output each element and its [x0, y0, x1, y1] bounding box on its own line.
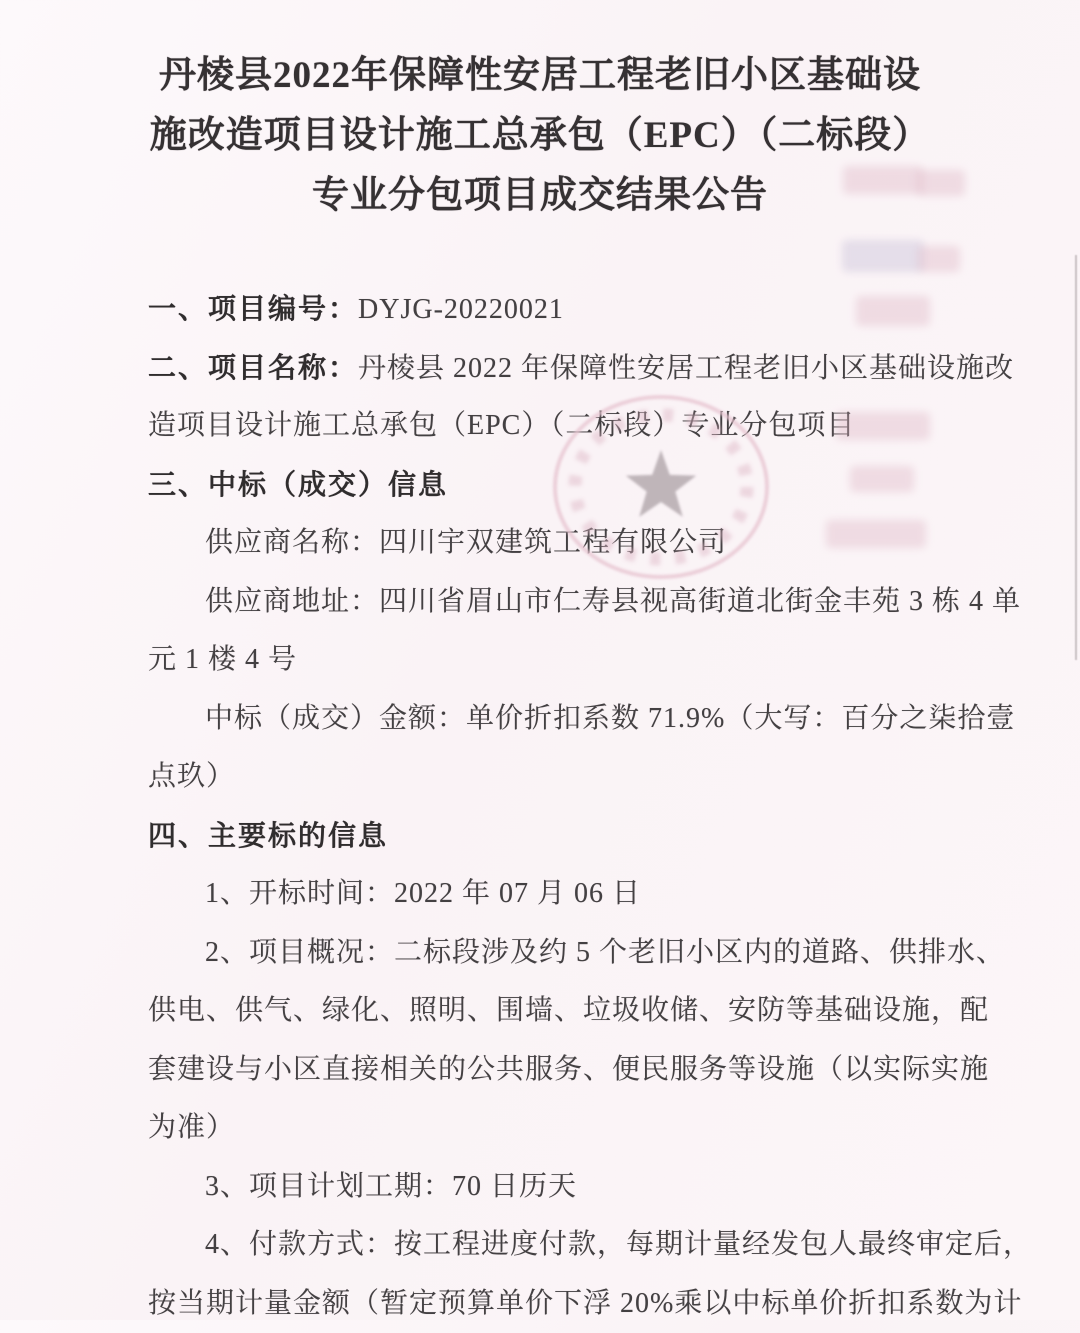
bleed-through-smudge [843, 166, 923, 194]
doc-line: 造项目设计施工总承包（EPC）（二标段）专业分包项目 [148, 397, 960, 456]
supplier-name-line: 供应商名称：四川宇双建筑工程有限公司 [148, 514, 960, 573]
bleed-through-smudge [856, 296, 930, 326]
doc-line: 供电、供气、绿化、照明、围墙、垃圾收储、安防等基础设施，配 [148, 982, 960, 1041]
section-heading-project-name: 二、项目名称：丹棱县 2022 年保障性安居工程老旧小区基础设施改 [148, 339, 960, 398]
doc-line: 点玖） [148, 748, 960, 807]
bleed-through-smudge [842, 240, 924, 272]
supplier-address-line: 供应商地址：四川省眉山市仁寿县视高街道北街金丰苑 3 栋 4 单 [148, 573, 960, 632]
payment-method-line: 4、付款方式：按工程进度付款，每期计量经发包人最终审定后， [148, 1216, 960, 1275]
doc-line: 元 1 楼 4 号 [148, 631, 960, 690]
section-heading-project-number: 一、项目编号：DYJG-20220021 [148, 280, 960, 339]
bleed-through-smudge [826, 520, 926, 548]
doc-line: 按当期计量金额（暂定预算单价下浮 20%乘以中标单价折扣系数为计 [148, 1275, 960, 1333]
section-heading-subject-info: 四、主要标的信息 [148, 807, 960, 866]
project-duration-line: 3、项目计划工期：70 日历天 [148, 1158, 960, 1217]
title-line-3: 专业分包项目成交结果公告 [0, 166, 1080, 226]
title-line-2: 施改造项目设计施工总承包（EPC）（二标段） [0, 106, 1080, 166]
doc-line: 套建设与小区直接相关的公共服务、便民服务等设施（以实际实施 [148, 1041, 960, 1100]
doc-line: 为准） [148, 1099, 960, 1158]
bleed-through-smudge [836, 412, 930, 440]
bleed-through-smudge [850, 466, 914, 492]
page-edge-scan-line [1075, 255, 1077, 660]
project-overview-line: 2、项目概况：二标段涉及约 5 个老旧小区内的道路、供排水、 [148, 924, 960, 983]
award-amount-line: 中标（成交）金额：单价折扣系数 71.9%（大写：百分之柒拾壹 [148, 690, 960, 749]
section-heading-award-info: 三、中标（成交）信息 [148, 456, 960, 515]
bid-open-time-line: 1、开标时间：2022 年 07 月 06 日 [148, 865, 960, 924]
title-line-1: 丹棱县2022年保障性安居工程老旧小区基础设 [0, 46, 1080, 106]
bleed-through-smudge [918, 246, 960, 272]
bleed-through-smudge [917, 170, 965, 196]
